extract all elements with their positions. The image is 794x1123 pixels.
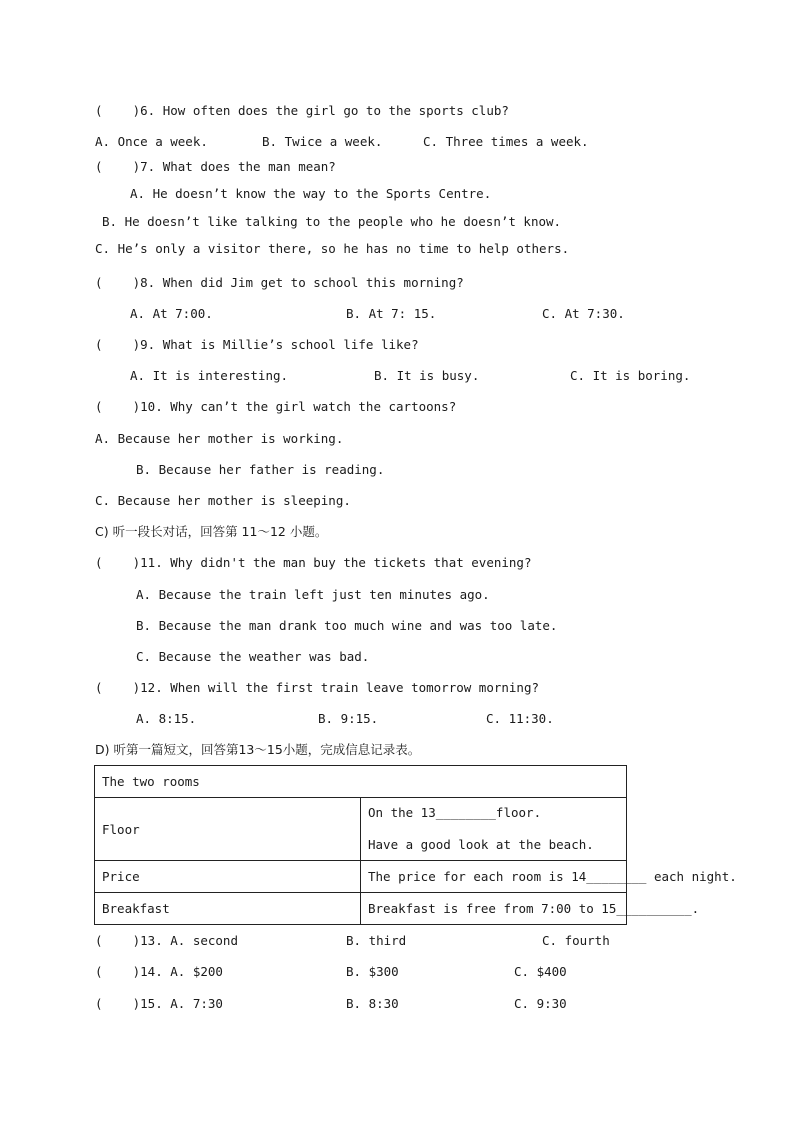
q9-option-b: B. It is busy. [374, 368, 480, 383]
table-row [95, 893, 627, 925]
table-row [95, 798, 627, 861]
q8-option-c: C. At 7:30. [542, 306, 625, 321]
q6-stem: ( )6. How often does the girl go to the sports club? [95, 103, 509, 118]
q10-option-a: A. Because her mother is working. [95, 431, 344, 446]
floor-line-1: On the 13________floor. [368, 805, 542, 820]
breakfast-label: Breakfast [95, 893, 361, 925]
q14-option-c: C. $400 [514, 964, 567, 979]
q11-stem: ( )11. Why didn't the man buy the tickets that evening? [95, 555, 532, 570]
q11-option-a: A. Because the train left just ten minutes ago. [136, 587, 490, 602]
q15-option-c: C. 9:30 [514, 996, 567, 1011]
q11-option-c: C. Because the weather was bad. [136, 649, 370, 664]
table-row [95, 861, 627, 893]
q7-option-b: B. He doesn’t like talking to the people who he doesn’t know. [102, 214, 562, 229]
q7-option-a: A. He doesn’t know the way to the Sports Centre. [130, 186, 492, 201]
q9-stem: ( )9. What is Millie’s school life like? [95, 337, 419, 352]
floor-cell [361, 798, 627, 861]
q13-option-b: B. third [346, 933, 407, 948]
q6-option-c: C. Three times a week. [423, 134, 589, 149]
q12-stem: ( )12. When will the first train leave tomorrow morning? [95, 680, 540, 695]
info-record-table [94, 765, 737, 925]
price-cell: The price for each room is 14________ each night. [361, 861, 627, 893]
q6-option-b: B. Twice a week. [262, 134, 383, 149]
q15-option-b: B. 8:30 [346, 996, 399, 1011]
q13-stem: ( )13. A. second [95, 933, 238, 948]
floor-line-2: Have a good look at the beach. [368, 837, 594, 852]
q14-option-b: B. $300 [346, 964, 399, 979]
q10-option-c: C. Because her mother is sleeping. [95, 493, 351, 508]
q11-option-b: B. Because the man drank too much wine and was too late. [136, 618, 558, 633]
q14-stem: ( )14. A. $200 [95, 964, 223, 979]
q10-stem: ( )10. Why can’t the girl watch the cartoons? [95, 399, 457, 414]
q8-stem: ( )8. When did Jim get to school this morning? [95, 275, 464, 290]
breakfast-cell: Breakfast is free from 7:00 to 15__________. [361, 893, 627, 925]
q13-option-c: C. fourth [542, 933, 610, 948]
q8-option-b: B. At 7: 15. [346, 306, 437, 321]
price-label: Price [95, 861, 361, 893]
q8-option-a: A. At 7:00. [130, 306, 213, 321]
q12-option-a: A. 8:15. [136, 711, 197, 726]
table-row [95, 766, 627, 798]
q15-stem: ( )15. A. 7:30 [95, 996, 223, 1011]
q12-option-c: C. 11:30. [486, 711, 554, 726]
section-c-heading: C) 听一段长对话，回答第 11～12 小题。 [95, 524, 328, 539]
floor-label: Floor [95, 798, 361, 861]
table-header: The two rooms [95, 766, 627, 798]
q9-option-a: A. It is interesting. [130, 368, 289, 383]
q10-option-b: B. Because her father is reading. [136, 462, 385, 477]
q7-option-c: C. He’s only a visitor there, so he has no time to help others. [95, 241, 570, 256]
q12-option-b: B. 9:15. [318, 711, 379, 726]
q9-option-c: C. It is boring. [570, 368, 691, 383]
section-d-heading: D) 听第一篇短文，回答第13～15小题，完成信息记录表。 [95, 742, 421, 757]
q7-stem: ( )7. What does the man mean? [95, 159, 336, 174]
q6-option-a: A. Once a week. [95, 134, 208, 149]
